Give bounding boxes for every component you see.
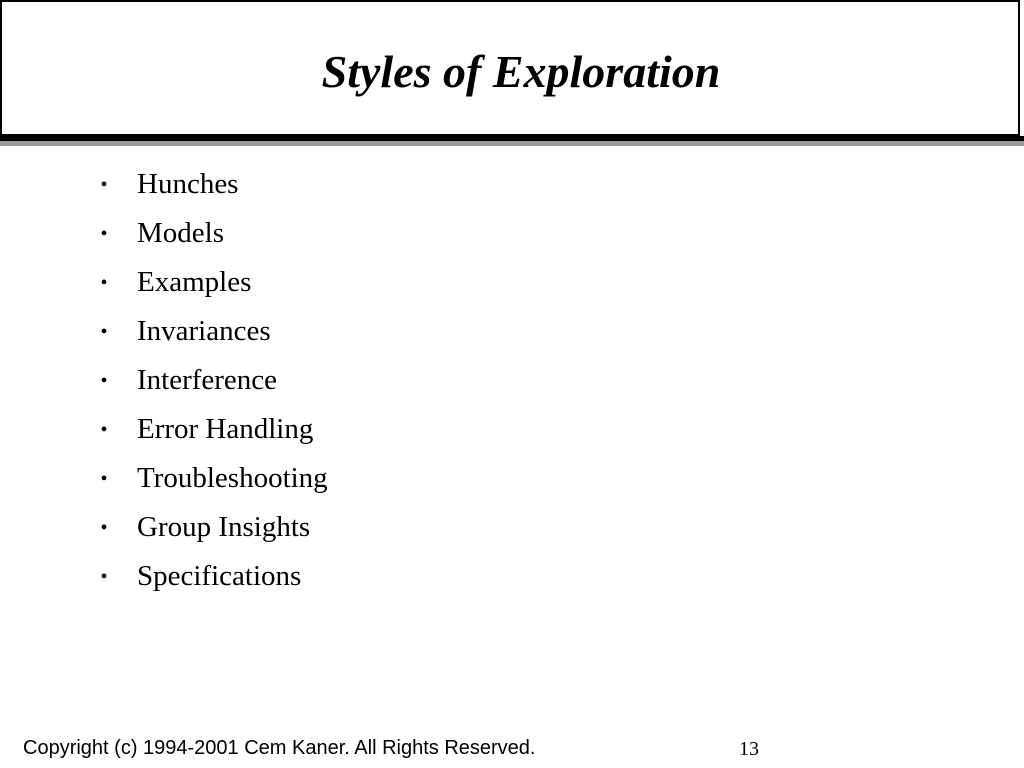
- slide-title: Styles of Exploration: [321, 46, 721, 97]
- bullet-icon: •: [100, 566, 108, 588]
- list-item-text: Troubleshooting: [137, 462, 328, 494]
- list-item-text: Models: [137, 217, 224, 249]
- list-item-text: Examples: [137, 266, 252, 298]
- bullet-icon: •: [100, 517, 108, 539]
- list-item-text: Hunches: [137, 168, 239, 200]
- list-item-text: Error Handling: [137, 413, 314, 445]
- bullet-icon: •: [100, 468, 108, 490]
- bullet-icon: •: [100, 370, 108, 392]
- bullet-icon: •: [100, 419, 108, 441]
- page-number: 13: [739, 738, 759, 760]
- bullet-icon: •: [100, 321, 108, 343]
- copyright-footer: Copyright (c) 1994-2001 Cem Kaner. All Rights Reserved.: [23, 737, 536, 759]
- title-box: [0, 0, 1020, 136]
- list-item-text: Invariances: [137, 315, 271, 347]
- list-item-text: Group Insights: [137, 511, 311, 543]
- bullet-icon: •: [100, 272, 108, 294]
- bullet-icon: •: [100, 174, 108, 196]
- bullet-icon: •: [100, 223, 108, 245]
- list-item-text: Specifications: [137, 560, 302, 592]
- title-underline: [0, 136, 1024, 146]
- list-item-text: Interference: [137, 364, 278, 396]
